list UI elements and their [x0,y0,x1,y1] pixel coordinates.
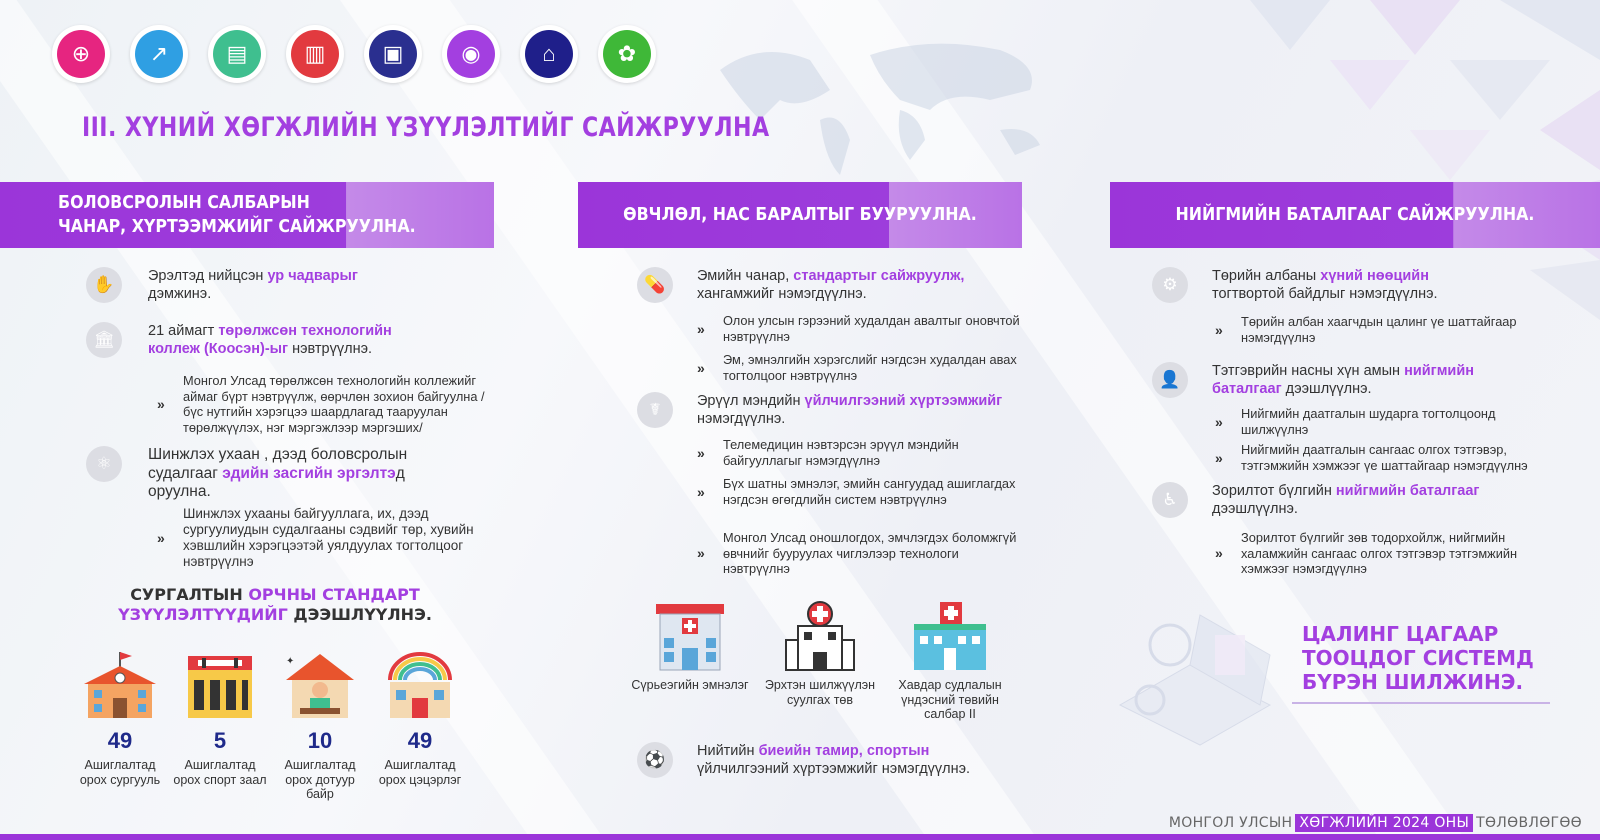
facility-label: Ашиглалтад орох сургууль [79,758,161,787]
sub-item [1215,530,1565,577]
chevron-right-icon: » [1215,449,1223,466]
sub-item [697,530,1027,577]
facility-count: 5 [213,728,227,753]
subheading-highlight: ОРЧНЫ СТАНДАРТ ҮЗҮҮЛЭЛТҮҮДИЙГ [118,585,420,624]
item-highlight: нийгмийн баталгааг [1212,363,1475,397]
sub-item-text: Бүх шатны эмнэлэг, эмийн сангуудад ашиглагдах нэгдсэн өгөгдлийн систем нэвтрүүлнэ [723,476,1016,507]
chevron-right-icon: » [697,320,705,337]
item-text: нэвтрүүлнэ. [288,341,373,357]
svg-text:✦: ✦ [286,656,295,667]
market-stall-icon: ▥ [291,30,339,78]
sub-item [697,476,1027,507]
item-text: дэмжинэ. [148,286,212,302]
sub-item-text: Телемедицин нэвтэрсэн эрүүл мэндийн байгууллагыг нэмэгдүүлнэ [723,437,959,468]
subheading-text: ДЭЭШЛҮҮЛНЭ. [287,605,432,624]
item-text: 21 аймагт [148,323,219,339]
human-resources-icon: ⚙ [1152,267,1188,303]
heading-line-1: БОЛОВСРОЛЫН САЛБАРЫН [58,192,310,213]
traffic-icon: ▣ [369,30,417,78]
footer-highlight: ХӨГЖЛИЙН 2024 ОНЫ [1295,814,1473,832]
item-text: дээшлүүлнэ. [1212,501,1298,517]
item-text: Эрэлтэд нийцсэн [148,268,268,284]
item-text: хангамжийг нэмэгдүүлнэ. [697,286,867,302]
item-text: дээшлүүлнэ. [1281,381,1372,397]
footer-brand [1169,814,1582,832]
growth-hand-icon: ↗ [135,30,183,78]
heading-text: НИЙГМИЙН БАТАЛГААГ САЙЖРУУЛНА. [1175,204,1535,225]
item-text: Зорилтот бүлгийн [1212,483,1336,499]
salary-callout: ЦАЛИНГ ЦАГААР ТООЦДОГ СИСТЕМД БҮРЭН ШИЛЖИНЭ. [1302,622,1534,694]
globe-network-icon: ⊕ [57,30,105,78]
category-icon-button [442,25,500,83]
atom-icon: ⚛ [86,446,122,482]
dormitory-icon [280,650,360,720]
item-text: Эмийн чанар, [697,268,794,284]
category-icon-button [364,25,422,83]
section-subheading [115,585,435,625]
college-building-icon: 🏛 [86,322,122,358]
item-highlight: нийгмийн баталгааг [1335,483,1480,499]
facility-label: Ашиглалтад орох цэцэрлэг [378,758,462,787]
hospital-label: Сүрьеэгийн эмнэлэг [631,678,749,692]
chevron-right-icon: » [157,530,165,546]
item-text: Тэтгэврийн насны хүн амын [1212,363,1405,379]
chevron-right-icon: » [697,545,705,562]
sub-item-text: Монгол Улсад оношлогдох, эмчлэгдэх боломжгүй өвчнийг бууруулах чиглэлээр технологи нэвтрүүлнэ [723,530,1017,576]
category-icon-button [286,25,344,83]
category-icon-button [52,25,110,83]
facility-school [70,650,170,802]
school-building-icon [80,650,160,720]
hospital-transplant [755,600,885,722]
sub-item-text: Нийгмийн даатгалын сангаас олгох тэтгэвэр, тэтгэмжийн хэмжээг үе шаттайгаар нэмэгдүүлнэ [1241,442,1528,473]
sub-item-text: Шинжлэх ухааны байгууллага, их, дээд сургуулиудын судалгааны сэдвийг төр, хувийн хэвшлийн хэрэгцээтэй уялдуулах тогтолцоог нэвтрүүлнэ [183,506,474,569]
facility-count: 49 [107,728,133,753]
facility-label: Ашиглалтад орох спорт заал [173,758,267,787]
list-item [637,742,1037,778]
sub-item [157,373,487,435]
page-title: III. ХҮНИЙ ХӨГЖЛИЙН ҮЗҮҮЛЭЛТИЙГ САЙЖРУУЛНА [82,112,770,143]
sub-item-text: Төрийн албан хаагчдын цалинг үе шаттайгаар нэмэгдүүлнэ [1241,314,1517,345]
list-item [637,392,1017,428]
item-text: Төрийн албаны [1212,268,1321,284]
column-heading-education [0,182,494,248]
item-text: тогтвортой байдлыг нэмэгдүүлнэ. [1212,286,1438,302]
item-highlight: эдийн засгийн эргэлтэ [222,464,396,482]
item-text: Нийтийн [697,743,759,759]
hospital-icon [650,600,730,672]
item-highlight: биеийн тамир, спортын [758,743,930,759]
facility-count: 10 [307,728,333,753]
chevron-right-icon: » [1215,321,1223,338]
target-group-icon: ♿ [1152,482,1188,518]
facility-kindergarten [370,650,470,802]
heading-text: ӨВЧЛӨЛ, НАС БАРАЛТЫГ БУУРУУЛНА. [623,204,977,225]
item-text: нэмэгдүүлнэ. [697,411,786,427]
list-item [637,267,997,303]
facility-count: 49 [407,728,433,753]
list-item [86,267,416,303]
category-icon-button [520,25,578,83]
sub-item [1215,406,1565,437]
chevron-right-icon: » [1215,413,1223,430]
hospital-oncology [885,600,1015,722]
sports-icon: ⚽ [637,742,673,778]
column-heading-health [578,182,1022,248]
footer-text: МОНГОЛ УЛСЫН [1168,815,1293,831]
list-item [1152,362,1512,398]
subheading-text: СУРГАЛТЫН [130,585,249,604]
column-heading-social [1110,182,1600,248]
chevron-right-icon: » [697,444,705,461]
item-text: Эрүүл мэндийн [697,393,805,409]
footer-text: ТӨЛӨВЛӨГӨӨ [1476,815,1582,831]
hospital-label: Эрхтэн шилжүүлэн суулгах төв [764,678,876,707]
pill-medicine-icon: 💊 [637,267,673,303]
sub-item [157,506,487,570]
top-icon-row [52,25,656,83]
chevron-right-icon: » [697,359,705,376]
item-highlight: стандартыг сайжруулж, [793,268,965,284]
head-mind-icon: ◉ [447,30,495,78]
item-highlight: ур чадварыг [267,268,358,284]
category-icon-button [130,25,188,83]
kindergarten-icon [380,650,460,720]
sub-item-text: Эм, эмнэлгийн хэрэгслийг нэгдсэн худалдан авах тогтолцоог нэвтрүүлнэ [723,352,1017,383]
list-item [86,446,446,502]
sub-item-text: Олон улсын гэрээний худалдан авалтыг оновчтой нэвтрүүлнэ [723,313,1020,344]
chevron-right-icon: » [1215,545,1223,562]
elderly-person-icon: 👤 [1152,362,1188,398]
government-building-icon: ⌂ [525,30,573,78]
passport-icon: ▤ [213,30,261,78]
sub-item-text: Монгол Улсад төрөлжсөн технологийн коллежийг аймаг бүрт нэвтрүүлж, өөрчлөн зохион байгуулна /бүс нутгийн хэрэгцээ шаардлагад тааруулан төрөлжүүлэх, нэг мэргэжлээр мэргэших/ [183,373,485,435]
sub-item [697,313,1027,344]
list-item [1152,482,1512,518]
category-icon-button [208,25,266,83]
sub-item-text: Нийгмийн даатгалын шударга тогтолцоонд шилжүүлнэ [1241,406,1496,437]
list-item [1152,267,1512,303]
footer-bar [0,834,1600,840]
sub-item-text: Зорилтот бүлгийг зөв тодорхойлж, нийгмийн халамжийн сангаас олгох тэтгэвэр тэтгэмжийн хэмжээг нэмэгдүүлнэ [1241,530,1518,576]
hospital-label: Хавдар судлалын үндэсний төвийн салбар II [898,678,1002,721]
healthcare-people-icon: ☤ [637,392,673,428]
item-highlight: үйлчилгээний хүртээмжийг [804,393,1003,409]
facility-sports-hall [170,650,270,802]
sports-hall-icon [180,650,260,720]
item-highlight: төрөлжсөн технологийн коллеж (Коосэн)-ыг [148,323,392,357]
sub-item [697,352,1027,383]
oncology-center-icon [910,600,990,672]
sub-item [1215,442,1565,473]
facility-dormitory [270,650,370,802]
hospital-list [625,600,1015,722]
category-icon-button [598,25,656,83]
laptop-clock-illustration [1110,605,1280,755]
item-text: үйлчилгээний хүртээмжийг нэмэгдүүлнэ. [697,761,971,777]
heading-line-2: ЧАНАР, ХҮРТЭЭМЖИЙГ САЙЖРУУЛНА. [58,216,416,237]
item-text: Шинжлэх ухаан , дээд боловсролын судалгааг [148,446,408,482]
divider [1292,702,1550,704]
facility-stats [70,650,470,802]
environment-people-icon: ✿ [603,30,651,78]
item-highlight: хүний нөөцийн [1320,268,1429,284]
skills-icon: ✋ [86,267,122,303]
item-text: д оруулна. [148,464,405,500]
chevron-right-icon: » [157,396,165,412]
transplant-center-icon [780,600,860,672]
world-map-graphic [700,30,1060,180]
list-item [86,322,446,358]
facility-label: Ашиглалтад орох дотуур байр [284,758,356,801]
chevron-right-icon: » [697,483,705,500]
sub-item [697,437,1027,468]
sub-item [1215,314,1545,345]
hospital-tb [625,600,755,722]
